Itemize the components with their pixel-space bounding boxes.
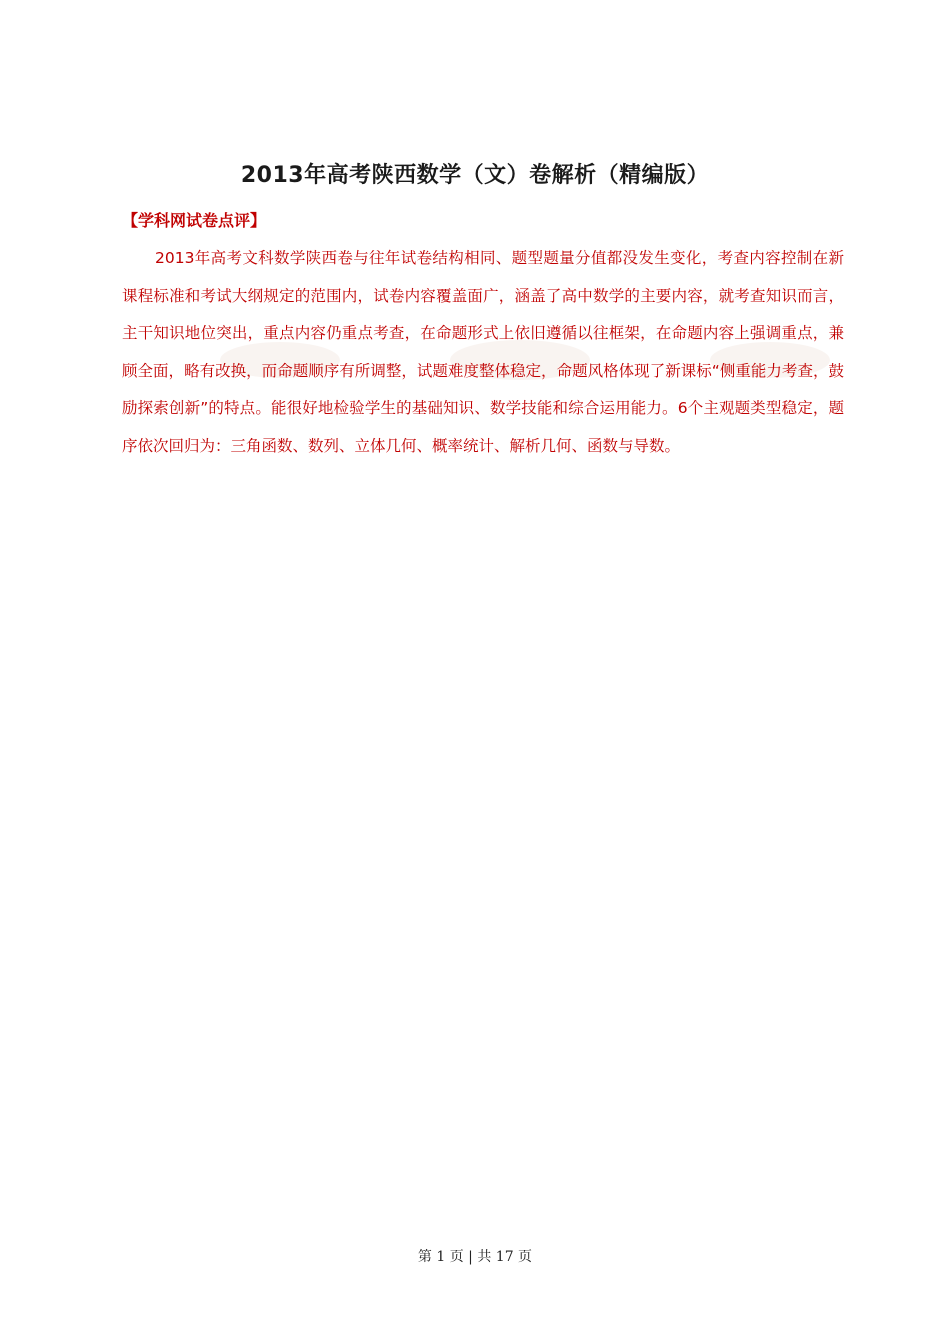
document-title: 2013年高考陕西数学（文）卷解析（精编版） [240,163,710,188]
section-label: 【学科网试卷点评】 [122,211,267,230]
review-paragraph: 2013年高考文科数学陕西卷与往年试卷结构相同、题型题量分值都没发生变化，考查内容控制在新课程标准和考试大纲规定的范围内，试卷内容覆盖面广，涵盖了高中数学的主要内容，就考查知识而言，主干知识地位突出，重点内容仍重点考查，在命题形式上依旧遵循以往框架，在命题内容上强调重点，兼顾全面，略有改换，而命题顺序有所调整，试题难度整体稳定，命题风格体现了新课标“侧重能力考查，鼓励探索创新”的特点。能很好地检验学生的基础知识、数学技能和综合运用能力。6个主观题类型稳定，题序依次回归为：三角函数、数列、立体几何、概率统计、解析几何、函数与导数。 [122,249,844,455]
page-number-footer: 第 1 页 | 共 17 页 [417,1249,533,1265]
